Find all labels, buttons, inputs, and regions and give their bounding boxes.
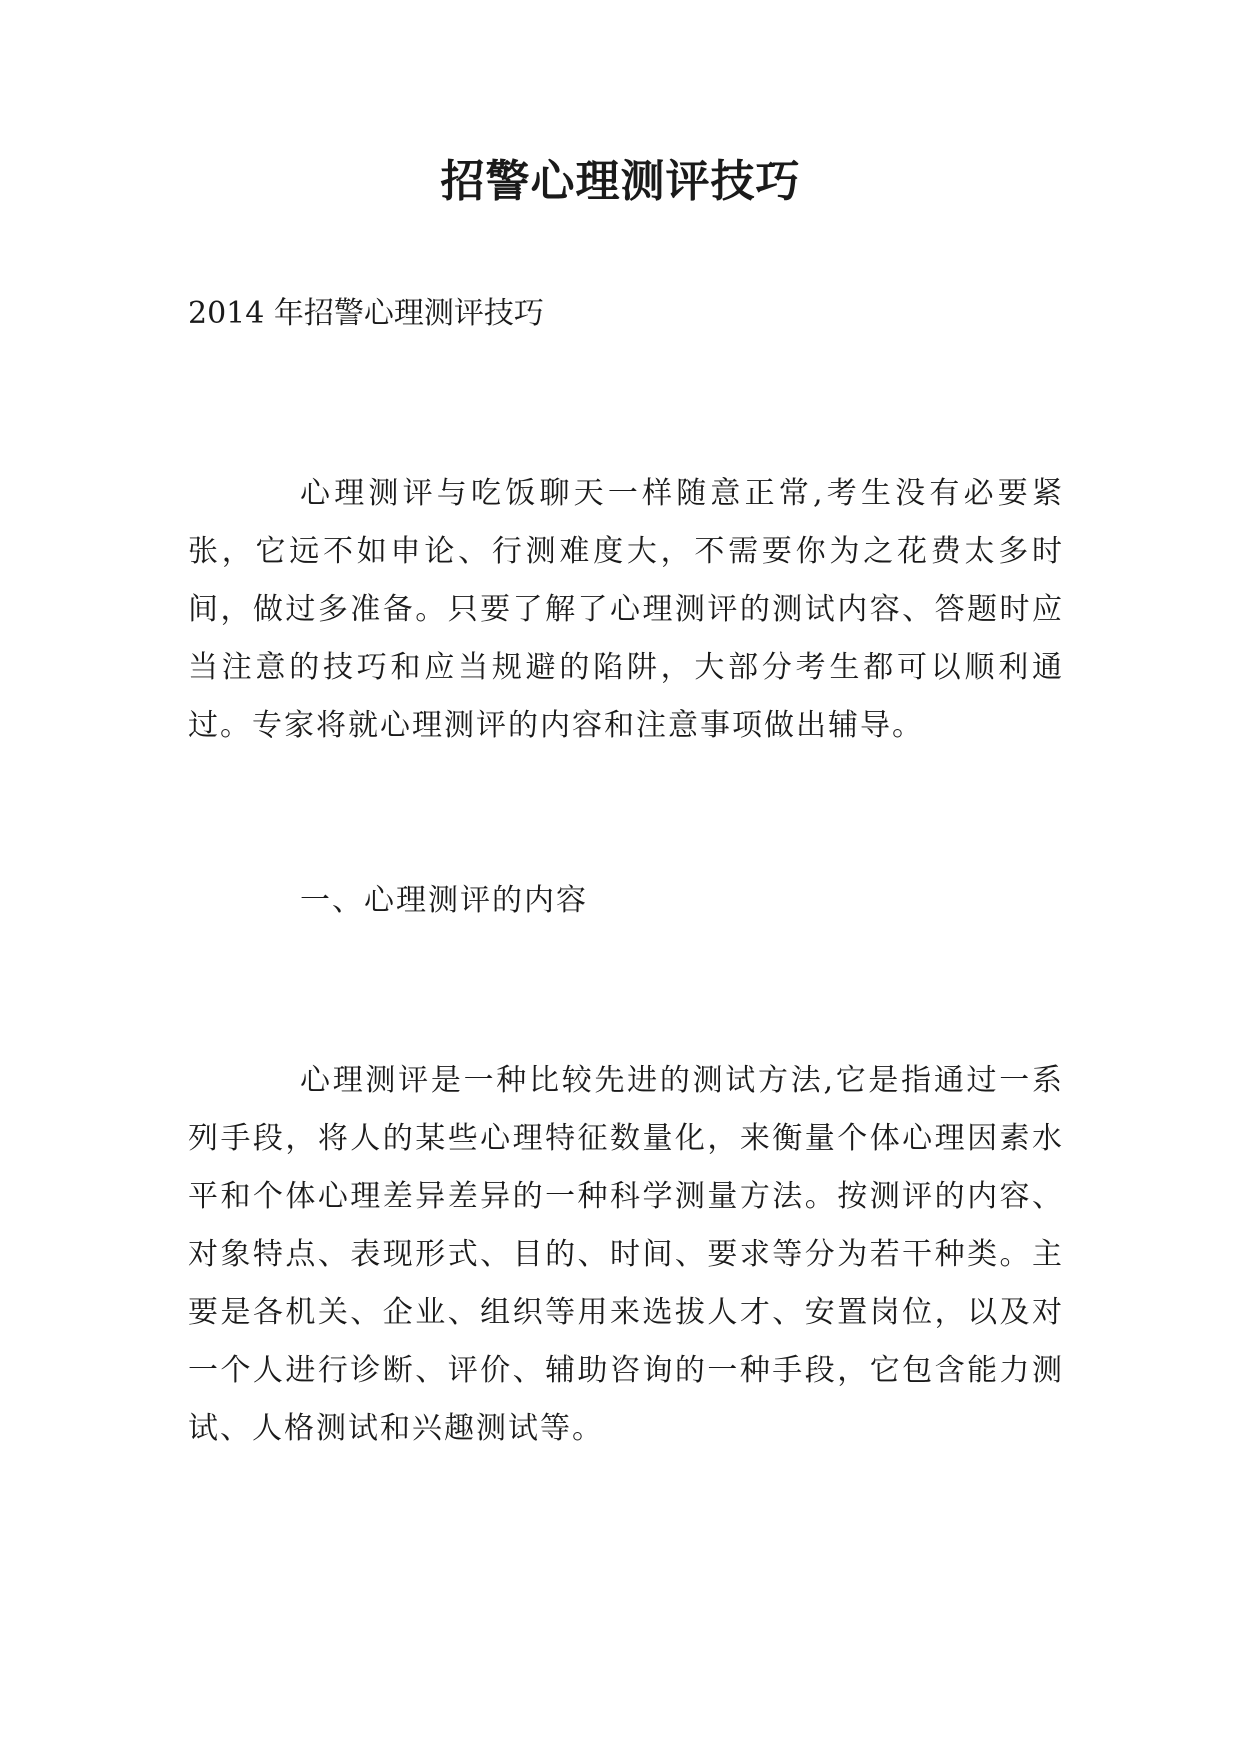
document-subtitle: 2014 年招警心理测评技巧 bbox=[188, 296, 544, 331]
paragraph-intro: 心理测评与吃饭聊天一样随意正常,考生没有必要紧张，它远不如申论、行测难度大，不需要你为之花费太多时间，做过多准备。只要了解了心理测评的测试内容、答题时应当注意的技巧和应当规避的陷阱，大部分考生都可以顺利通过。专家将就心理测评的内容和注意事项做出辅导。 bbox=[188, 476, 1064, 743]
document-title: 招警心理测评技巧 bbox=[440, 156, 801, 207]
section-heading: 一、心理测评的内容 bbox=[300, 883, 588, 918]
paragraph-definition: 心理测评是一种比较先进的测试方法,它是指通过一系列手段，将人的某些心理特征数量化，来衡量个体心理因素水平和个体心理差异差异的一种科学测量方法。按测评的内容、对象特点、表现形式、目的、时间、要求等分为若干种类。主要是各机关、企业、组织等用来选拔人才、安置岗位，以及对一个人进行诊断、评价、辅助咨询的一种手段，它包含能力测试、人格测试和兴趣测试等。 bbox=[188, 1063, 1064, 1446]
